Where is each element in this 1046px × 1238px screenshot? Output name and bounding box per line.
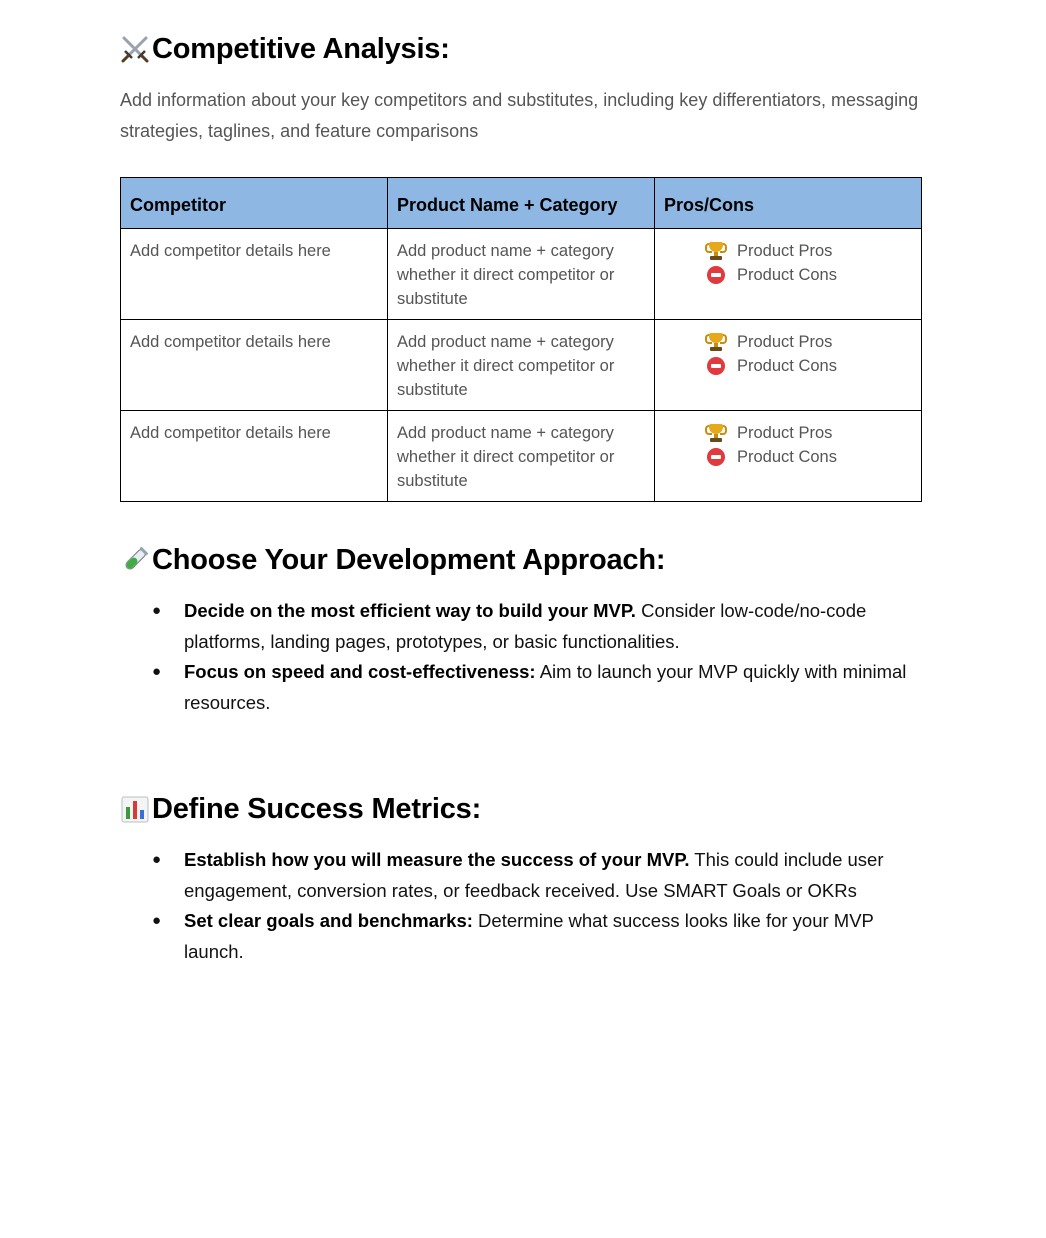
test-tube-icon (120, 545, 150, 575)
pros-label: Product Pros (737, 333, 833, 351)
competitive-intro-text: Add information about your key competitors and substitutes, including key differentiators, messaging strategies, taglines, and feature comparisons (120, 90, 919, 141)
bullet-bold-text: Establish how you will measure the success of your MVP. (184, 849, 690, 870)
bullet-marker: ● (152, 663, 162, 680)
table-row (121, 411, 922, 502)
cons-item (705, 445, 912, 469)
bullet-text: Aim to launch your MVP quickly with minimal resources. (184, 661, 907, 713)
bullet-bold-text: Set clear goals and benchmarks: (184, 910, 473, 931)
trophy-icon (705, 332, 727, 352)
pros-label: Product Pros (737, 424, 833, 442)
pros-item (705, 330, 912, 354)
pros-item (705, 421, 912, 445)
bullet-marker: ● (152, 912, 162, 929)
column-header-product: Product Name + Category (388, 178, 655, 229)
product-cell[interactable]: Add product name + category whether it direct competitor or substitute (388, 229, 655, 320)
no-entry-icon (705, 265, 727, 285)
competitor-cell[interactable]: Add competitor details here (121, 411, 388, 502)
competitive-analysis-title: Competitive Analysis: (152, 32, 450, 65)
no-entry-icon (705, 356, 727, 376)
development-approach-heading (120, 540, 665, 580)
competitor-cell[interactable]: Add competitor details here (121, 320, 388, 411)
list-item (120, 845, 921, 906)
bar-chart-icon (120, 794, 150, 824)
table-row (121, 229, 922, 320)
bullet-text: This could include user engagement, conversion rates, or feedback received. Use SMART Goals or OKRs (184, 849, 884, 901)
bullet-bold-text: Decide on the most efficient way to build your MVP. (184, 600, 636, 621)
cons-label: Product Cons (737, 357, 837, 375)
cons-label: Product Cons (737, 266, 837, 284)
column-header-competitor: Competitor (121, 178, 388, 229)
bullet-marker: ● (152, 851, 162, 868)
list-item (120, 657, 921, 718)
bullet-text: Consider low-code/no-code platforms, landing pages, prototypes, or basic functionalities. (184, 600, 867, 652)
cons-label: Product Cons (737, 448, 837, 466)
development-bullet-list (120, 596, 921, 718)
competitive-analysis-heading (120, 29, 450, 69)
cons-item (705, 263, 912, 287)
table-row (121, 320, 922, 411)
pros-label: Product Pros (737, 242, 833, 260)
bullet-text: Determine what success looks like for your MVP launch. (184, 910, 874, 962)
trophy-icon (705, 423, 727, 443)
column-header-pros-cons: Pros/Cons (655, 178, 922, 229)
list-item (120, 906, 921, 967)
competitor-cell[interactable]: Add competitor details here (121, 229, 388, 320)
metrics-bullet-list (120, 845, 921, 967)
development-approach-title: Choose Your Development Approach: (152, 543, 666, 576)
product-cell[interactable]: Add product name + category whether it direct competitor or substitute (388, 411, 655, 502)
pros-cons-cell[interactable] (655, 229, 922, 320)
no-entry-icon (705, 447, 727, 467)
table-header-row (121, 178, 922, 229)
pros-cons-cell[interactable] (655, 320, 922, 411)
pros-cons-list (664, 330, 912, 378)
success-metrics-heading (120, 789, 481, 829)
pros-cons-list (664, 421, 912, 469)
pros-cons-cell[interactable] (655, 411, 922, 502)
pros-item (705, 239, 912, 263)
crossed-swords-icon (120, 34, 150, 64)
competitor-table (120, 177, 922, 502)
list-item (120, 596, 921, 657)
pros-cons-list (664, 239, 912, 287)
product-cell[interactable]: Add product name + category whether it direct competitor or substitute (388, 320, 655, 411)
bullet-bold-text: Focus on speed and cost-effectiveness: (184, 661, 536, 682)
bullet-marker: ● (152, 602, 162, 619)
cons-item (705, 354, 912, 378)
success-metrics-title: Define Success Metrics: (152, 792, 482, 825)
trophy-icon (705, 241, 727, 261)
